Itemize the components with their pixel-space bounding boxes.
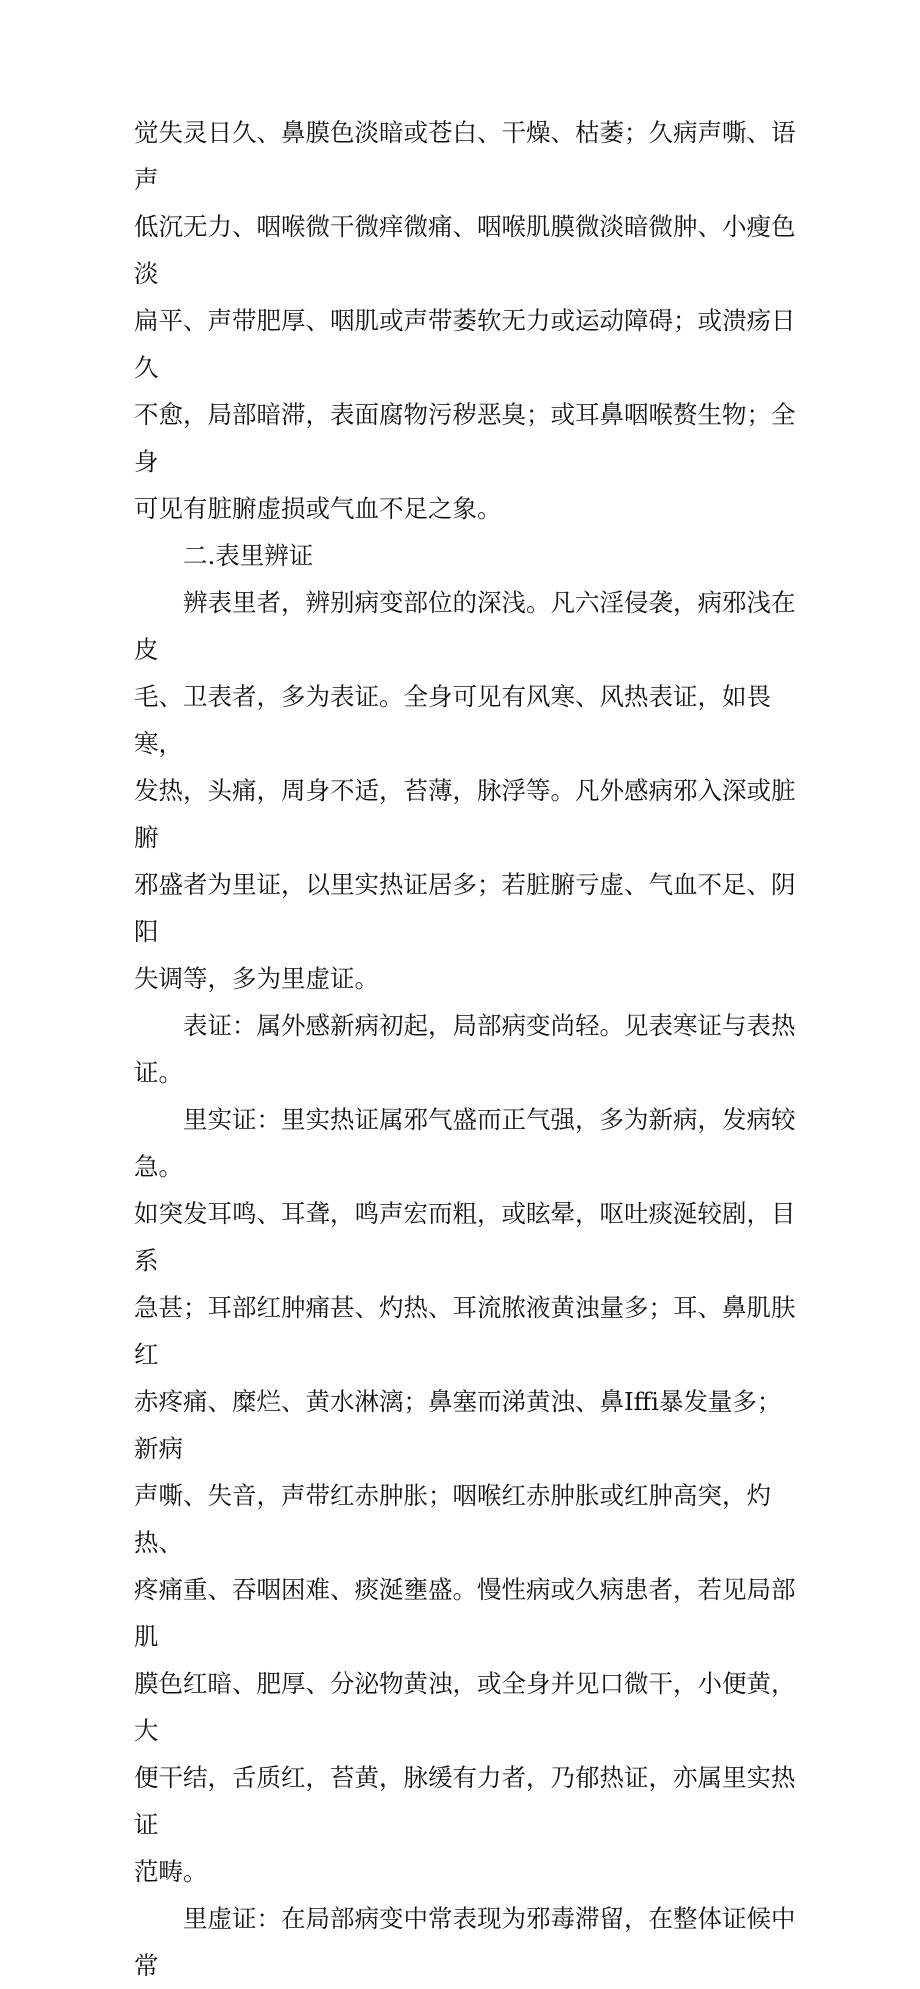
paragraph-line: 表证：属外感新病初起，局部病变尚轻。见表寒证与表热证。 — [134, 1011, 796, 1087]
paragraph-line: 里实证：里实热证属邪气盛而正气强，多为新病，发病较急。 — [134, 1105, 796, 1181]
paragraph-line: 毛、卫表者，多为表证。全身可见有风寒、风热表证，如畏寒， — [134, 682, 771, 758]
paragraph-line: 失调等，多为里虚证。 — [134, 964, 379, 993]
paragraph-line: 辨表里者，辨别病变部位的深浅。凡六淫侵袭，病邪浅在皮 — [134, 588, 796, 664]
paragraph-line: 便干结，舌质红，苔黄，脉缓有力者，乃郁热证，亦属里实热证 — [134, 1763, 796, 1839]
paragraph-line: 疼痛重、吞咽困难、痰涎壅盛。慢性病或久病患者，若见局部肌 — [134, 1575, 796, 1651]
paragraph-line: 赤疼痛、糜烂、黄水淋漓；鼻塞而涕黄浊、鼻Iffi暴发量多；新病 — [134, 1387, 782, 1463]
paragraph-line: 扁平、声带肥厚、咽肌或声带萎软无力或运动障碍；或溃疡日久 — [134, 306, 796, 382]
paragraph-line: 急甚；耳部红肿痛甚、灼热、耳流脓液黄浊量多；耳、鼻肌肤红 — [134, 1293, 796, 1369]
paragraph-line: 不愈，局部暗滞，表面腐物污秽恶臭；或耳鼻咽喉赘生物；全身 — [134, 400, 796, 476]
section-heading: 二.表里辨证 — [183, 541, 314, 570]
paragraph-line: 觉失灵日久、鼻膜色淡暗或苍白、干燥、枯萎；久病声嘶、语声 — [134, 118, 796, 194]
paragraph-line: 可见有脏腑虚损或气血不足之象。 — [134, 494, 502, 523]
paragraph-line: 低沉无力、咽喉微干微痒微痛、咽喉肌膜微淡暗微肿、小瘦色淡 — [134, 212, 796, 288]
paragraph-line: 膜色红暗、肥厚、分泌物黄浊，或全身并见口微干，小便黄，大 — [134, 1669, 796, 1745]
paragraph-line: 邪盛者为里证，以里实热证居多；若脏腑亏虚、气血不足、阴阳 — [134, 870, 796, 946]
document-body — [134, 109, 804, 1989]
paragraph-line: 里虚证：在局部病变中常表现为邪毒滞留，在整体证候中常 — [134, 1904, 796, 1980]
paragraph-line: 如突发耳鸣、耳聋，鸣声宏而粗，或眩晕，呕吐痰涎较剧，目系 — [134, 1199, 796, 1275]
paragraph-line: 发热，头痛，周身不适，苔薄，脉浮等。凡外感病邪入深或脏腑 — [134, 776, 796, 852]
paragraph-line: 范畴。 — [134, 1857, 208, 1886]
paragraph-line: 声嘶、失音，声带红赤肿胀；咽喉红赤肿胀或红肿高突，灼热、 — [134, 1481, 771, 1557]
